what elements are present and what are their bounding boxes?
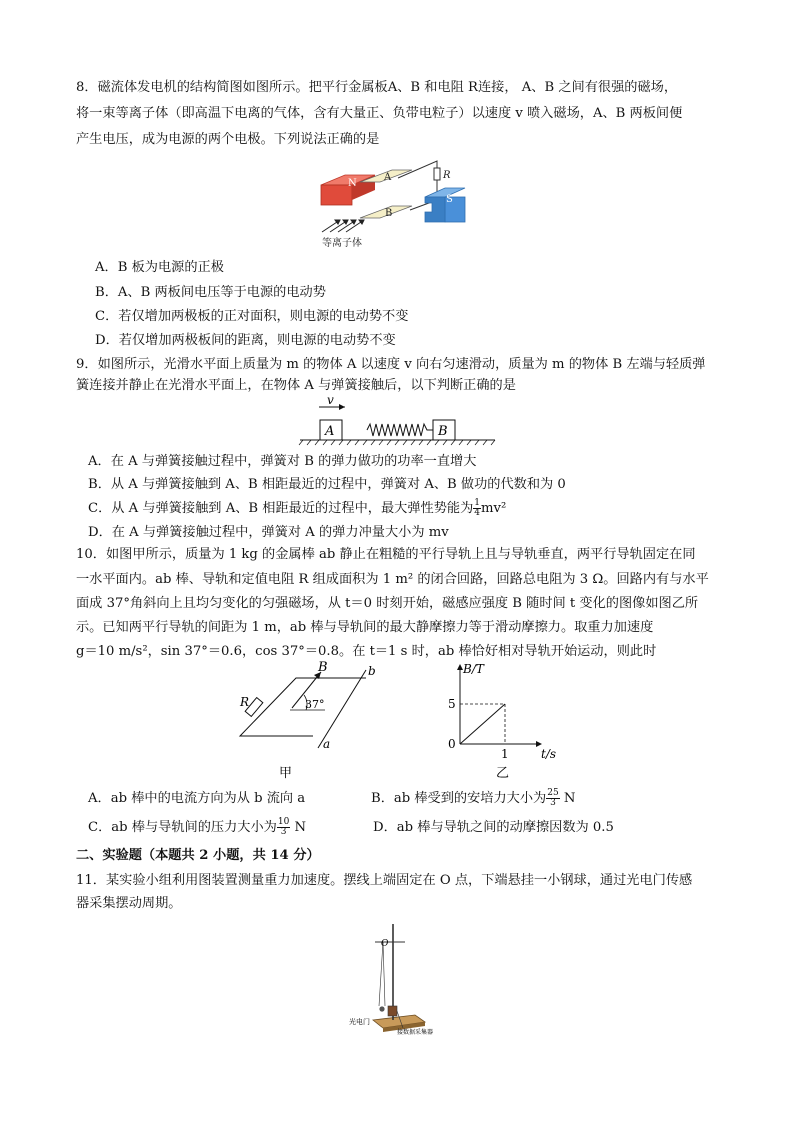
magnet-s-label: S — [446, 194, 453, 205]
q10-option-b: B．ab 棒受到的安培力大小为 $\frac{25}{3}$ N — [371, 788, 576, 808]
point-o-label: O — [381, 939, 389, 949]
q11-line-1: 11．某实验小组利用图装置测量重力加速度。摆线上端固定在 O 点，下端悬挂一小钢球，通过光电门传感 — [76, 873, 693, 888]
photogate-label: 光电门 — [349, 1018, 370, 1026]
q9-option-a: A．在 A 与弹簧接触过程中，弹簧对 B 的弹力做功的功率一直增大 — [88, 454, 477, 469]
collector-label: 接数据采集器 — [397, 1029, 434, 1036]
block-a-label: A — [325, 424, 335, 439]
resistor-r-label: R — [443, 170, 451, 181]
r-label: R — [240, 695, 250, 709]
q10-figure-jia — [230, 660, 380, 785]
plate-b-label: B — [385, 208, 393, 219]
figure-yi-caption: 乙 — [496, 766, 510, 781]
q10-line-3: 面成 37°角斜向上且均匀变化的匀强磁场，从 t＝0 时刻开始，磁感应强度 B 随时间 t 变化的图像如图乙所 — [76, 596, 699, 611]
q8-option-d: D．若仅增加两极板间的距离，则电源的电动势不变 — [95, 333, 396, 348]
y-axis-label: B/T — [463, 662, 484, 676]
resistor-R — [434, 168, 440, 180]
photogate — [388, 1006, 397, 1016]
q10-figure-yi-chart — [440, 660, 565, 785]
q10-option-c: C．ab 棒与导轨间的压力大小为 $\frac{10}{3}$ N — [88, 817, 307, 837]
plate-a-label: A — [384, 172, 392, 183]
velocity-label: v — [327, 396, 334, 407]
q8-option-a: A．B 板为电源的正极 — [95, 260, 224, 275]
rod-a-label: a — [323, 737, 331, 751]
q8-line-2: 将一束等离子体（即高温下电离的气体，含有大量正、负带电粒子）以速度 v 喷入磁场，A、B 两板间便 — [76, 106, 683, 121]
x-axis-label: t/s — [541, 747, 557, 761]
steel-ball — [379, 1006, 384, 1011]
b-field-label: B — [318, 660, 328, 675]
q9-option-b: B．从 A 与弹簧接触到 A、B 相距最近的过程中，弹簧对 A、B 做功的代数和为 0 — [88, 477, 566, 492]
q10-option-a: A．ab 棒中的电流方向为从 b 流向 a — [88, 791, 306, 806]
q10-line-2: 一水平面内。ab 棒、导轨和定值电阻 R 组成面积为 1 m² 的闭合回路，回路总电阻为 3 Ω。回路内有与水平 — [76, 572, 709, 587]
x-tick-1: 1 — [501, 747, 509, 761]
figure-jia-caption: 甲 — [279, 766, 293, 781]
q11-line-2: 器采集摆动周期。 — [76, 896, 182, 911]
q8-figure-mhd-generator — [316, 155, 476, 253]
q8-option-c: C．若仅增加两极板的正对面积，则电源的电动势不变 — [95, 309, 409, 324]
b-t-line — [460, 704, 505, 744]
q9-option-d: D．在 A 与弹簧接触过程中，弹簧对 A 的弹力冲量大小为 mv — [88, 525, 449, 540]
spring — [367, 424, 433, 436]
q8-line-1: 8．磁流体发电机的结构简图如图所示。把平行金属板A、B 和电阻 R连接， A、B 之间有很强的磁场， — [76, 80, 678, 95]
magnet-n-label: N — [348, 178, 357, 189]
q9-figure-spring-blocks — [295, 396, 500, 446]
q9-option-c: C．从 A 与弹簧接触到 A、B 相距最近的过程中，最大弹性势能为 $\frac{1}{4}$ mv² — [88, 498, 507, 518]
fraction-one-quarter: $\frac{1}{4}$ — [474, 498, 481, 518]
y-tick-5: 5 — [448, 697, 456, 711]
angle-label: 37° — [305, 698, 325, 711]
block-b-label: B — [438, 424, 448, 439]
origin-label: 0 — [448, 737, 456, 751]
q9-line-2: 簧连接并静止在光滑水平面上，在物体 A 与弹簧接触后，以下判断正确的是 — [76, 378, 516, 393]
q8-line-3: 产生电压，成为电源的两个电极。下列说法正确的是 — [76, 132, 380, 147]
q11-figure-pendulum — [345, 920, 455, 1040]
q10-line-4: 示。已知两平行导轨的间距为 1 m，ab 棒与导轨间的最大静摩擦力等于滑动摩擦力。取重力加速度 — [76, 620, 654, 635]
q10-line-1: 10．如图甲所示，质量为 1 kg 的金属棒 ab 静止在粗糙的平行导轨上且与导轨垂直，两平行导轨固定在同 — [76, 547, 696, 562]
q10-option-d: D．ab 棒与导轨之间的动摩擦因数为 0.5 — [373, 820, 614, 835]
rod-b-label: b — [368, 664, 376, 678]
plasma-caption: 等离子体 — [322, 238, 362, 249]
q8-option-b: B．A、B 两板间电压等于电源的电动势 — [95, 285, 326, 300]
q10-line-5: g＝10 m/s²，sin 37°＝0.6，cos 37°＝0.8。在 t＝1 s 时，ab 棒恰好相对导轨开始运动，则此时 — [76, 644, 657, 659]
q9-line-1: 9．如图所示，光滑水平面上质量为 m 的物体 A 以速度 v 向右匀速滑动，质量为 m 的物体 B 左端与轻质弹 — [76, 357, 706, 372]
section-2-heading: 二、实验题（本题共 2 小题，共 14 分） — [76, 848, 320, 863]
